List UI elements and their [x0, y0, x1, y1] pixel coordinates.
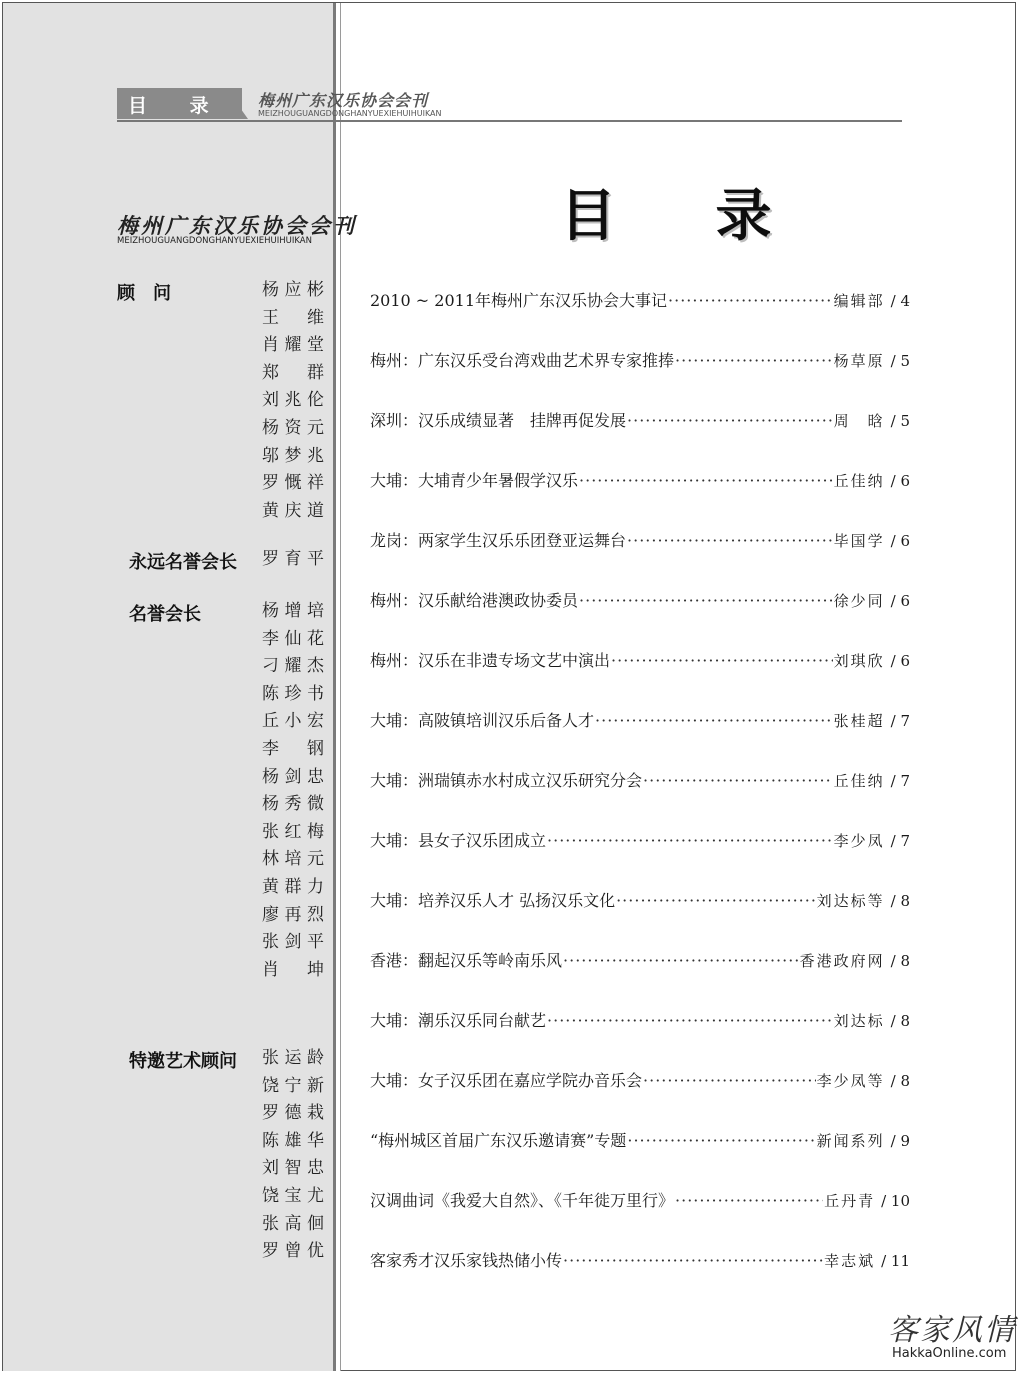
toc-entry-author: 徐少同 — [833, 592, 885, 610]
toc-leader-dots — [595, 711, 833, 730]
staff-name: 陈雄华 — [262, 1130, 324, 1151]
staff-name: 李仙花 — [262, 628, 324, 649]
spine-line — [340, 3, 341, 1371]
toc-entry-author: 杨草原 — [833, 352, 885, 370]
toc-entry[interactable] — [370, 468, 910, 528]
staff-name: 杨剑忠 — [262, 766, 324, 787]
staff-name: 张高佪 — [262, 1213, 324, 1234]
section-badge-arrow — [226, 88, 248, 119]
staff-name: 肖 坤 — [262, 959, 324, 980]
toc-entry-page: / 9 — [890, 1132, 910, 1150]
toc-entry-page: / 6 — [890, 652, 910, 670]
toc-leader-dots — [616, 891, 816, 910]
toc-entry-title: 大埔：潮乐汉乐同台献艺 — [370, 1011, 547, 1030]
toc-entry[interactable] — [370, 408, 910, 468]
toc-entry-author: 李少凤等 — [816, 1072, 885, 1090]
toc-entry[interactable] — [370, 828, 910, 888]
toc-entry-author: 新闻系列 — [816, 1132, 885, 1150]
toc-entry[interactable] — [370, 1068, 910, 1128]
staff-name: 郑 群 — [262, 362, 324, 383]
toc-leader-dots — [675, 1191, 823, 1210]
staff-name: 张运龄 — [262, 1048, 324, 1068]
toc-entry[interactable] — [370, 1248, 910, 1308]
staff-label-permanent-honorary-president: 永远名誉会长 — [129, 552, 237, 573]
toc-entry-page: / 4 — [890, 292, 910, 310]
staff-name: 黄庆道 — [262, 500, 324, 521]
toc-entry-author: 张桂超 — [833, 712, 885, 730]
staff-list-art-advisors — [262, 1045, 324, 1266]
toc-entry-page: / 6 — [890, 592, 910, 610]
toc-entry-title: 深圳：汉乐成绩显著 挂牌再促发展 — [370, 411, 627, 430]
toc-entry-page: / 8 — [890, 892, 910, 910]
toc-entry-title: 2010 ~ 2011年梅州广东汉乐协会大事记 — [370, 291, 668, 310]
toc-entry-title: 梅州：广东汉乐受台湾戏曲艺术界专家推捧 — [370, 351, 675, 370]
toc-entry-author: 编辑部 — [833, 292, 885, 310]
toc-entry-title: 龙岗：两家学生汉乐乐团登亚运舞台 — [370, 531, 627, 550]
toc-entry-page: / 7 — [890, 712, 910, 730]
staff-label-advisors: 顾 问 — [117, 283, 171, 304]
toc-entry-page: / 8 — [890, 952, 910, 970]
toc-entry-page: / 6 — [890, 532, 910, 550]
toc-entry-author: 丘丹青 — [824, 1192, 876, 1210]
toc-entry-title: 大埔：县女子汉乐团成立 — [370, 831, 547, 850]
staff-name: 杨增培 — [262, 601, 324, 621]
toc-entry[interactable] — [370, 348, 910, 408]
toc-leader-dots — [675, 351, 833, 370]
staff-name: 陈珍书 — [262, 683, 324, 704]
toc-entry-page: / 10 — [881, 1192, 910, 1210]
toc-entry-title: 梅州：汉乐献给港澳政协委员 — [370, 591, 579, 610]
header-rule — [117, 120, 902, 122]
toc-entry-author: 丘佳纳 — [833, 472, 885, 490]
staff-name: 廖再烈 — [262, 904, 324, 925]
toc-leader-dots — [563, 951, 799, 970]
toc-entry-author: 刘达标 — [833, 1012, 885, 1030]
toc-leader-dots — [547, 831, 833, 850]
toc-leader-dots — [563, 1251, 823, 1270]
staff-name: 邬梦兆 — [262, 445, 324, 466]
staff-name: 刘智忠 — [262, 1158, 324, 1179]
staff-name: 罗曾优 — [262, 1241, 324, 1262]
header-magazine-pinyin: MEIZHOUGUANGDONGHANYUEXIEHUIHUIKAN — [258, 109, 442, 118]
toc-entry-author: 幸志斌 — [824, 1252, 876, 1270]
staff-name: 杨资元 — [262, 417, 324, 438]
staff-label-honorary-president: 名誉会长 — [129, 604, 201, 625]
toc-entry[interactable] — [370, 888, 910, 948]
toc-entry-author: 刘琪欣 — [833, 652, 885, 670]
staff-name: 王 维 — [262, 307, 324, 328]
toc-leader-dots — [643, 771, 833, 790]
toc-entry-author: 周 晗 — [833, 412, 885, 430]
toc-leader-dots — [611, 651, 833, 670]
toc-entry[interactable] — [370, 1128, 910, 1188]
toc-entry-author: 刘达标等 — [816, 892, 885, 910]
staff-name: 刁耀杰 — [262, 656, 324, 677]
toc-entry[interactable] — [370, 948, 910, 1008]
toc-entry[interactable] — [370, 1008, 910, 1068]
staff-name: 刘兆伦 — [262, 390, 324, 411]
staff-name: 丘小宏 — [262, 711, 324, 732]
toc-entry-title: 大埔：洲瑞镇赤水村成立汉乐研究分会 — [370, 771, 643, 790]
header-magazine-title: 梅州广东汉乐协会会刊 — [258, 91, 429, 110]
toc-list — [370, 288, 910, 1308]
toc-entry-title: 客家秀才汉乐家钱热储小传 — [370, 1251, 563, 1270]
staff-name: 杨应彬 — [262, 280, 324, 300]
staff-list-honorary-president — [262, 598, 324, 984]
toc-entry-page: / 5 — [890, 412, 910, 430]
toc-leader-dots — [547, 1011, 833, 1030]
staff-name: 杨秀微 — [262, 794, 324, 815]
sidebar-magazine-pinyin: MEIZHOUGUANGDONGHANYUEXIEHUIHUIKAN — [117, 236, 312, 246]
page-title: 目 录 — [560, 184, 812, 249]
toc-entry-author: 李少凤 — [833, 832, 885, 850]
staff-name: 饶宁新 — [262, 1075, 324, 1096]
staff-name: 肖耀堂 — [262, 335, 324, 356]
toc-entry[interactable] — [370, 648, 910, 708]
toc-entry-title: 大埔：大埔青少年暑假学汉乐 — [370, 471, 579, 490]
toc-leader-dots — [627, 411, 833, 430]
toc-leader-dots — [627, 531, 833, 550]
toc-leader-dots — [579, 591, 833, 610]
staff-name: 罗德栽 — [262, 1103, 324, 1124]
watermark-url: HakkaOnline.com — [892, 1346, 1007, 1361]
toc-entry-page: / 7 — [890, 772, 910, 790]
toc-entry[interactable] — [370, 1188, 910, 1248]
staff-label-art-advisors: 特邀艺术顾问 — [129, 1051, 237, 1072]
toc-entry-page: / 7 — [890, 832, 910, 850]
watermark-logo-text: 客家风情 — [888, 1313, 1016, 1348]
toc-entry[interactable] — [370, 768, 910, 828]
toc-entry-page: / 5 — [890, 352, 910, 370]
staff-list-advisors — [262, 277, 324, 525]
toc-leader-dots — [627, 1131, 815, 1150]
toc-entry-author: 丘佳纳 — [833, 772, 885, 790]
staff-name: 黄群力 — [262, 876, 324, 897]
sidebar-magazine-name: 梅州广东汉乐协会会刊 — [117, 213, 357, 238]
staff-name: 张剑平 — [262, 932, 324, 953]
toc-entry-author: 毕国学 — [833, 532, 885, 550]
staff-name: 罗育平 — [262, 549, 324, 569]
toc-entry-page: / 8 — [890, 1072, 910, 1090]
toc-entry-page: / 8 — [890, 1012, 910, 1030]
toc-entry-page: / 6 — [890, 472, 910, 490]
toc-entry-title: 梅州：汉乐在非遗专场文艺中演出 — [370, 651, 611, 670]
toc-entry-title: 大埔：高陂镇培训汉乐后备人才 — [370, 711, 595, 730]
section-badge-label: 目 录 — [128, 95, 227, 117]
toc-entry[interactable] — [370, 288, 910, 348]
toc-leader-dots — [668, 291, 833, 310]
staff-name: 饶宝尤 — [262, 1185, 324, 1206]
staff-name: 李 钢 — [262, 738, 324, 759]
staff-name: 林培元 — [262, 849, 324, 870]
toc-leader-dots — [579, 471, 833, 490]
toc-entry[interactable] — [370, 588, 910, 648]
toc-entry-title: 大埔：女子汉乐团在嘉应学院办音乐会 — [370, 1071, 643, 1090]
toc-entry-title: “梅州城区首届广东汉乐邀请赛”专题 — [370, 1131, 627, 1150]
staff-list-permanent-honorary-president — [262, 546, 324, 574]
toc-entry-page: / 11 — [881, 1252, 910, 1270]
toc-leader-dots — [643, 1071, 816, 1090]
toc-entry[interactable] — [370, 528, 910, 588]
toc-entry-title: 大埔：培养汉乐人才 弘扬汉乐文化 — [370, 891, 616, 910]
toc-entry-author: 香港政府网 — [799, 952, 885, 970]
toc-entry[interactable] — [370, 708, 910, 768]
staff-name: 张红梅 — [262, 821, 324, 842]
toc-entry-title: 香港：翻起汉乐等岭南乐风 — [370, 951, 563, 970]
toc-entry-title: 汉调曲词《我爱大自然》、《千年徙万里行》 — [370, 1191, 675, 1210]
staff-name: 罗慨祥 — [262, 473, 324, 494]
